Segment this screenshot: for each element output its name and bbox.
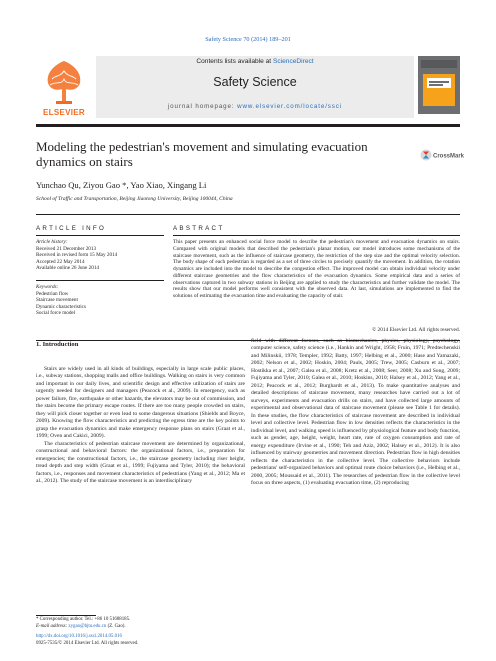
- svg-text:CrossMark: CrossMark: [433, 153, 465, 160]
- author-list: Yunchao Qu, Ziyou Gao *, Yao Xiao, Xingang Li: [36, 180, 207, 190]
- homepage-label: journal homepage:: [167, 103, 238, 110]
- contents-label: Contents lists available at: [196, 58, 273, 65]
- contents-availability: [96, 58, 414, 65]
- abstract-rule: [173, 235, 460, 236]
- body-paragraph: Stairs are widely used in all kinds of buildings, especially in large scale public places, i.e., subway stations, shopping malls and office buildings. Walking on stairs is very common and important in our daily lives, and scientific design and effective utilization of stairs are urgently needed for designers and managers (Peacock et al., 2009). In emergency, such as power failure, fire, earthquake or other hazards, the elevators may be out of commission, and the stairs become the primary escape routes. If there are too many people crowded on stairs, they will pick closer together or even lead to some dangerous situations (Shields and Boyce, 2009). Knowing the flow characteristics and predicting the egress time are the key points to grasp the evacuation dynamics and make emergency response plans on stairs (Graat et al., 1999; Oven and Cakici, 2009).: [36, 366, 245, 440]
- email-note: [36, 624, 126, 630]
- keywords: [36, 284, 164, 317]
- journal-homepage: [96, 103, 414, 110]
- article-history: [36, 239, 164, 272]
- body-column-right: [251, 338, 460, 488]
- corresponding-author-note: * Corresponding author. Tel.: +86 10 51688185.: [36, 617, 131, 622]
- header-rule: [36, 124, 460, 127]
- homepage-link[interactable]: www.elsevier.com/locate/ssci: [237, 103, 343, 110]
- keyword: Social force model: [36, 310, 76, 317]
- affiliation: School of Traffic and Transportation, Beijing Jiaotong University, Beijing 100044, China: [36, 196, 233, 202]
- crossmark-icon[interactable]: [420, 148, 465, 162]
- abstract-heading: ABSTRACT: [173, 225, 225, 232]
- email-label: E-mail address:: [36, 624, 69, 629]
- article-info-rule: [36, 235, 164, 236]
- keywords-label: Keywords:: [36, 284, 59, 290]
- abstract-text: This paper presents an enhanced social force model to describe the pedestrian's movement and evacuation dynamics on stairs. Compared with original models that described the pedestrian's planar motion, our model introduces some mechanisms of the staircase movement, such as the influence of staircase geometry, the restriction of the step size and the optimal velocity selection. The body shape of each pedestrian is regarded as a set of three circles to precisely quantify the movement. In addition, the rotation dynamics are included into the model to describe the congestion effect. The improved model can obtain individual velocity under different staircase geometries and the flow characteristics of the evacuation dynamics. Some empirical data and a series of observations captured in two subway stations in Beijing are applied to study the characteristics and further validate the model. The results show that our model performs well consistent with the observed data. At last, simulations are implemented to find the solutions of estimating the evacuation time and evaluating the capacity of stair.: [173, 239, 460, 299]
- section-heading-introduction: 1. Introduction: [36, 341, 79, 348]
- body-paragraph: The characteristics of pedestrian staircase movement are determined by organizational, constructional and behavioral factors: the organizational factors, i.e., preparation for emergencies; the constructional factors, i.e., the staircase geometry including riser height, tread depth and step width (Graat et al., 1999; Fujiyama and Tyler, 2010); the behavioral factors, i.e., responses and movement characteristics of pedestrians (Yang et al., 2012; Ma et al., 2012). The study of the staircase movement is an interdisciplinary: [36, 440, 245, 485]
- issn-copyright: 0925-7535/© 2014 Elsevier Ltd. All rights reserved.: [36, 641, 139, 646]
- footnote-rule: [36, 615, 96, 616]
- article-title: Modeling the pedestrian's movement and simulating evacuation dynamics on stairs: [36, 139, 368, 169]
- elsevier-wordmark: ELSEVIER: [43, 108, 85, 117]
- history-item: Available online 26 June 2014: [36, 265, 100, 272]
- body-column-left: [36, 366, 245, 486]
- journal-title: Safety Science: [213, 75, 297, 89]
- email-suffix: (Z. Gao).: [106, 624, 126, 629]
- history-item: Received in revised form 15 May 2014: [36, 252, 118, 259]
- doi-link[interactable]: http://dx.doi.org/10.1016/j.ssci.2014.05.016: [36, 634, 122, 639]
- history-item: Received 21 December 2013: [36, 245, 97, 252]
- sciencedirect-link[interactable]: ScienceDirect: [272, 58, 314, 65]
- keyword: Staircase movement: [36, 297, 78, 304]
- keyword: Pedestrian flow: [36, 290, 69, 297]
- article-info-heading: ARTICLE INFO: [36, 225, 107, 232]
- abstract-copyright: © 2014 Elsevier Ltd. All rights reserved.: [372, 327, 460, 333]
- journal-cover-thumbnail: [418, 56, 460, 114]
- keyword: Dynamic characteristics: [36, 303, 86, 310]
- history-label: Article history:: [36, 239, 68, 245]
- history-item: Accepted 22 May 2014: [36, 258, 85, 265]
- body-paragraph: field with different focuses, such as biomechanics, physics, physiology, psychology, computer science, safety science (i.e., Hankin and Wright, 1958; Fruin, 1971; Predtechenskii and Milinskii, 1978; Templer, 1992; Batty, 1997; Helbing et al., 2000; Hase and Yamazaki, 2002; Nelson et al., 2002; Hoskin, 2004; Pauls, 2005; Trew, 2005; Casburn et al., 2007; Hostikka et al., 2007; Galea et al., 2008; Kretz et al., 2008; Seer, 2008; Xu and Song, 2009; Fujiyama and Tyler, 2010; Galea et al., 2010; Hoskins, 2010; Halsey et al., 2012; Yang et al., 2012; Peacock et al., 2012; Burghardt et al., 2013). To make quantitative analyses and detailed descriptions of staircase movement, many researches have carried out a lot of surveys, experiments and evacuation drills on stairs, and have collected large amounts of experimental and observational data of staircase movement (please see Table 1 for details). In these studies, the flow characteristics of staircase movement are described in individual level and collective level. Pedestrian flow in low densities reflects the characteristics in the individual level, and walking speed is influenced by physiological feature and body function, such as gender, age, height, weight, heart rate, rate of oxygen consumption and rate of energy expenditure (Irvine et al., 1990; Teh and Aziz, 2002; Halsey et al., 2012). It is also influenced by stairway geometries and movement direction. Pedestrian flow in high densities reflects the characteristics in the collective level. The collective behaviors include pedestrians' self-organized behaviors and optimal route choice behaviors (i.e., Helbing et al., 2000, 2005; Moussaid et al., 2011). The researches of pedestrian flow in the collective level focus on three aspects, (1) evaluating evacuation time, (2) reproducing: [251, 338, 460, 487]
- journal-reference[interactable]: Safety Science 70 (2014) 189–201: [205, 36, 291, 43]
- section-divider: [36, 214, 460, 215]
- email-link[interactable]: zygao@bjtu.edu.cn: [68, 624, 107, 629]
